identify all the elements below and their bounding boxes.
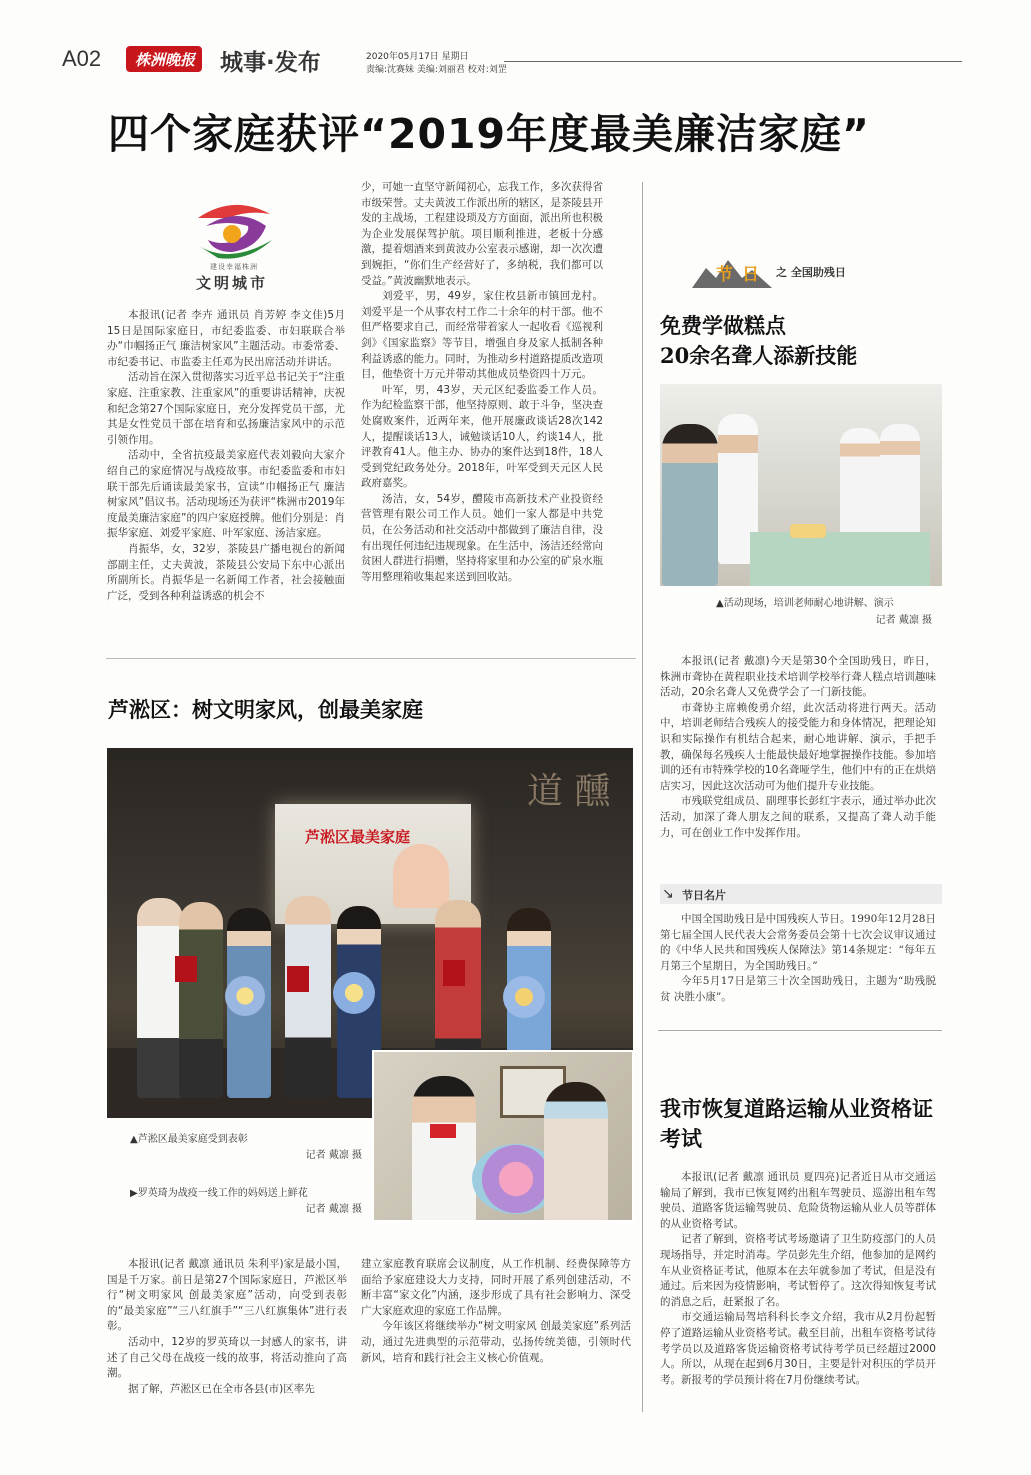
- person-1: [137, 898, 183, 1098]
- road-para: 记者了解到，资格考试考场邀请了卫生防疫部门的人员现场指导，并定时消毒。学员彭先生介绍，他参加的是网约车从业资格证考试，他原本在去年就参加了考试，但是没有通过。后来因为疫情影响，考试暂停了。这次得知恢复考试的消息之后，赶紧报了名。: [660, 1233, 936, 1308]
- main-col2-para: 刘爱平，男，49岁，家住枚县新市镇回龙村。刘爱平是一个从事农村工作二十余年的村干部。他不但严格要求自己，而经常带着家人一起收看《巡视利剑》《国家监察》等节目，增强自身及家人抵制各种利益诱惑的能力。同时，为推动乡村道路提质改造项目，他垫资十万元并带动其他成员垫资四十万元。: [361, 290, 603, 381]
- road-exam-headline: 我市恢复道路运输从业资格证考试: [660, 1096, 933, 1151]
- badge-char-b: 日: [742, 265, 759, 285]
- right-headline-2: 20余名聋人添新技能: [660, 343, 858, 368]
- section-title: 城事·发布: [220, 50, 321, 76]
- brand-name: 株洲晚报: [134, 51, 195, 69]
- main-article-col1: [107, 308, 345, 640]
- staff-credits: 责编:沈赛妹 美编:刘丽君 校对:刘罡: [366, 65, 507, 75]
- person-4: [285, 896, 331, 1098]
- page-number: A02: [62, 46, 102, 71]
- notes-para: 今年5月17日是第三十次全国助残日，主题为“助残脱贫 决胜小康”。: [660, 975, 936, 1003]
- award-certificate: [287, 966, 309, 992]
- main-col1-para: 本报讯(记者 李卉 通讯员 肖芳婷 李文佳)5月15日是国际家庭日，市纪委监委、市妇联联合举办“巾帼扬正气 廉洁树家风”主题活动。市委常委、市纪委书记、市监委主任邓为民出席活动并讲话。: [107, 309, 345, 368]
- badge-char-a: 节: [716, 265, 733, 285]
- issue-date: 2020年05月17日 星期日: [366, 52, 469, 62]
- disability-article: [660, 654, 936, 874]
- lusong-col1-para: 活动中，12岁的罗英琦以一封感人的家书，讲述了自己父母在战疫一线的故事，将活动推向了高潮。: [107, 1335, 347, 1380]
- right-headline-1: 免费学做糕点: [660, 313, 786, 338]
- lusong-col2-para: 今年该区将继续举办“树文明家风 创最美家庭”系列活动，通过先进典型的示范带动，弘扬传统美德，引领时代新风，培育和践行社会主义核心价值观。: [361, 1320, 631, 1364]
- column-divider: [642, 182, 643, 1412]
- award-certificate: [175, 956, 197, 982]
- holiday-notes: [660, 912, 936, 1022]
- notes-title: 节日名片: [682, 889, 726, 902]
- main-headline: 四个家庭获评“2019年度最美廉洁家庭”: [108, 110, 871, 158]
- notes-para: 中国全国助残日是中国残疾人节日。1990年12月28日第七届全国人民代表大会常务委员会第十七次会议审议通过的《中华人民共和国残疾人保障法》第14条规定：“每年五月第三个星期日，为全国助残日。”: [660, 913, 936, 972]
- disability-para: 本报讯(记者 戴凛)今天是第30个全国助残日，昨日，株洲市聋协在黄程职业技术培训学校举行聋人糕点培训趣味活动，20余名聋人又免费学会了一门新技能。: [660, 655, 936, 699]
- screen-title: 芦淞区最美家庭: [305, 828, 411, 846]
- main-col2-para: 叶军，男，43岁，天元区纪委监委工作人员。作为纪检监察干部，他坚持原则、敢于斗争，坚决查处腐败案件，近两年来，他开展廉政谈话28次142人，提醒谈话13人，诫勉谈话10人，约谈14人，批评教育41人。他主办、协办的案件达到18件，18人受到党纪政务处分。2018年，叶军受到天元区人民政府嘉奖。: [361, 383, 603, 490]
- photo-caption: ▲活动现场，培训老师耐心地讲解、演示: [716, 598, 894, 609]
- section-rule: [658, 1030, 942, 1031]
- civilized-city-logo-mark: [188, 196, 278, 266]
- main-article-col2: [361, 180, 603, 640]
- lusong-col2-para: 建立家庭教育联席会议制度，从工作机制、经费保障等方面给予家庭建设大力支持，同时开展了系列创建活动，不断丰富“家文化”内涵，逐步形成了具有社会影响力、深受广大家庭欢迎的家庭工作品牌。: [361, 1258, 631, 1317]
- lusong-col1-para: 据了解，芦淞区已在全市各县(市)区率先: [128, 1382, 315, 1395]
- civilized-city-logo: [188, 196, 278, 296]
- holiday-badge: [692, 254, 922, 290]
- disability-para: 市聋协主席赖俊勇介绍，此次活动将进行两天。活动中，培训老师结合残疾人的接受能力和身体情况，把理论知识和实际操作有机结合起来，耐心地讲解、演示，手把手教，确保每名残疾人士能最快最好地掌握操作技能。参加培训的还有市特殊学校的10名聋哑学生，他们中有的正在烘焙店实习，因此这次活动可为他们提升专业技能。: [660, 701, 936, 792]
- badge-text: 之 全国助残日: [776, 266, 846, 279]
- baking-class-photo: [660, 384, 942, 586]
- photo-caption: ▲芦淞区最美家庭受到表彰: [130, 1134, 248, 1145]
- visitor-figure: [662, 424, 718, 586]
- flower-bouquet: [225, 976, 265, 1016]
- disability-para: 市残联党组成员、副理事长彭红宇表示，通过举办此次活动，加深了聋人朋友之间的联系，又提高了聋人动手能力，可在创业工作中发挥作用。: [660, 795, 936, 839]
- photo-credit: 记者 戴凛 摄: [305, 1204, 362, 1215]
- cake-tray: [790, 524, 826, 538]
- photo-caption: ▶罗英琦为战疫一线工作的妈妈送上鲜花: [130, 1188, 308, 1199]
- lusong-headline: 芦淞区：树文明家风，创最美家庭: [108, 697, 423, 722]
- main-col2-para: 汤洁，女，54岁，醴陵市高新技术产业投资经营管理有限公司工作人员。她们一家人都是中共党员，在公务活动和社交活动中都做到了廉洁自律，没有出现任何违纪违规现象。在生活中，汤洁还经常向贫困人群进行捐赠，坚持将家里和办公室的矿泉水瓶等用整理箱收集起来送到回收站。: [361, 492, 603, 583]
- person-2: [179, 902, 223, 1098]
- road-exam-article: [660, 1170, 936, 1430]
- calligraphy-wall: 道 醺: [527, 771, 611, 812]
- flower-bouquet: [333, 972, 375, 1014]
- road-para: 市交通运输局驾培科科长李文介绍，我市从2月份起暂停了道路运输从业资格考试。截至目前，出租车资格考试待考学员以及道路客货运输资格考试待考学员已经超过2000人。所以，从现在起到6月30日，主要是针对积压的学员开考。新报考的学员预计将在7月份继续考试。: [660, 1311, 936, 1386]
- woman-figure: [544, 1082, 608, 1222]
- arrow-icon: ↘: [662, 886, 674, 902]
- flower-bouquet: [503, 976, 545, 1018]
- main-col1-para: 活动中，全省抗疫最美家庭代表刘毅向大家介绍自己的家庭情况与战疫故事。市纪委监委和市妇联干部先后诵读最美家书，宣读“巾帼扬正气 廉洁树家风”倡议书。活动现场还为获评“株洲市2019年度最美廉洁家庭”的四户家庭授牌。他们分别是：肖振华家庭、刘爱平家庭、叶军家庭、汤洁家庭。: [107, 449, 345, 540]
- section-rule: [106, 658, 636, 659]
- main-col2-para: 少，可她一直坚守新闻初心，忘我工作，多次获得省市级荣誉。丈夫黄波工作派出所的辖区，是茶陵县开发的主战场，工程建设琐及方方面面，派出所也积极为企业发展保驾护航。项目顺利推进，老板十分感激，提着烟酒来到黄波办公室表示感谢，却一次次遭到婉拒，“你们生产经营好了，多纳税，我们都可以受益。”黄波幽默地表示。: [361, 181, 603, 287]
- flower-gift-photo: [372, 1050, 634, 1222]
- logo-text: 文明城市: [196, 274, 269, 292]
- main-col1-para: 活动旨在深入贯彻落实习近平总书记关于“注重家庭、注重家教、注重家风”的重要讲话精神，庆祝和纪念第27个国际家庭日，充分发挥党员干部，尤其是女性党员干部在培育和弘扬廉洁家风中的示范引领作用。: [107, 371, 345, 446]
- boy-figure: [412, 1076, 476, 1222]
- award-certificate: [443, 960, 465, 986]
- logo-slogan: 建设幸福株洲: [210, 263, 258, 271]
- lusong-article-col1: [107, 1257, 347, 1447]
- red-scarf: [430, 1124, 456, 1138]
- screen-figure-icon: [393, 844, 449, 908]
- lusong-article-col2: [361, 1257, 631, 1447]
- photo-credit: 记者 戴凛 摄: [875, 615, 932, 626]
- holiday-notes-header: [660, 884, 942, 904]
- road-para: 本报讯(记者 戴凛 通讯员 夏四亮)记者近日从市交通运输局了解到，我市已恢复网约出租车驾驶员、巡游出租车驾驶员、道路客货运输驾驶员、危险货物运输从业人员等群体的从业资格考试。: [660, 1171, 936, 1230]
- header-rule: [504, 61, 962, 62]
- main-col1-para: 肖振华，女，32岁，茶陵县广播电视台的新闻部副主任，丈夫黄波，茶陵县公安局下东中心派出所副所长。肖振华是一名新闻工作者，社会接触面广泛，受到各种利益诱惑的机会不: [107, 542, 345, 602]
- baking-table: [750, 532, 930, 586]
- lusong-col1-para: 本报讯(记者 戴凛 通讯员 朱利平)家是最小国，国是千万家。前日是第27个国际家庭日，芦淞区举行“树文明家风 创最美家庭”活动，向受到表彰的“最美家庭”“三八红旗手”“三八红旗集体”进行表彰。: [107, 1258, 347, 1333]
- photo-credit: 记者 戴凛 摄: [305, 1150, 362, 1161]
